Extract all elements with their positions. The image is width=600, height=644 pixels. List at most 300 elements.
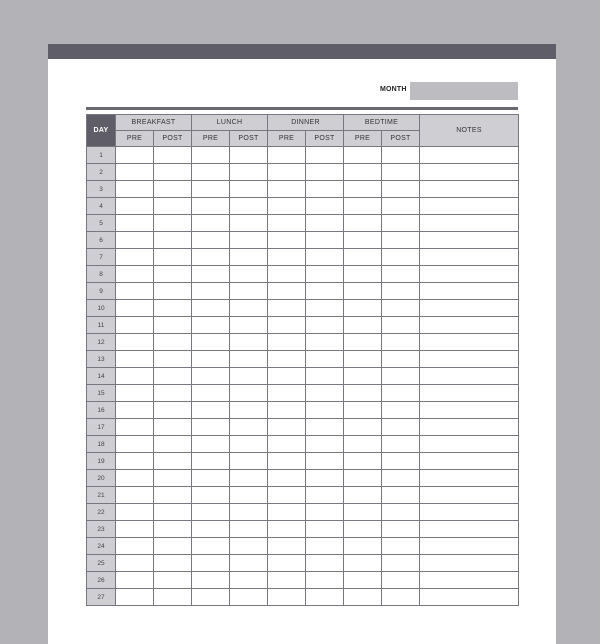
table-row — [87, 215, 519, 232]
meal-header-bedtime: BEDTIME — [344, 115, 420, 131]
reading-cell[interactable] — [230, 419, 268, 436]
reading-cell[interactable] — [306, 555, 344, 572]
reading-cell[interactable] — [116, 453, 154, 470]
reading-cell[interactable] — [116, 572, 154, 589]
table-row — [87, 487, 519, 504]
reading-cell[interactable] — [382, 453, 420, 470]
header-band — [48, 44, 556, 59]
reading-cell[interactable] — [306, 181, 344, 198]
reading-cell[interactable] — [344, 555, 382, 572]
reading-cell[interactable] — [230, 555, 268, 572]
reading-cell[interactable] — [382, 589, 420, 606]
meal-header-lunch: LUNCH — [192, 115, 268, 131]
reading-cell[interactable] — [154, 164, 192, 181]
reading-cell[interactable] — [306, 283, 344, 300]
table-row — [87, 453, 519, 470]
reading-cell[interactable] — [230, 300, 268, 317]
reading-cell[interactable] — [116, 521, 154, 538]
reading-cell[interactable] — [230, 334, 268, 351]
notes-cell[interactable] — [420, 385, 519, 402]
reading-cell[interactable] — [344, 266, 382, 283]
reading-cell[interactable] — [116, 504, 154, 521]
notes-cell[interactable] — [420, 572, 519, 589]
reading-cell[interactable] — [116, 181, 154, 198]
day-number: 7 — [87, 249, 116, 266]
reading-cell[interactable] — [382, 385, 420, 402]
reading-cell[interactable] — [268, 181, 306, 198]
reading-cell[interactable] — [344, 470, 382, 487]
reading-cell[interactable] — [268, 215, 306, 232]
reading-cell[interactable] — [154, 249, 192, 266]
notes-cell[interactable] — [420, 215, 519, 232]
reading-cell[interactable] — [116, 164, 154, 181]
reading-cell[interactable] — [306, 521, 344, 538]
reading-cell[interactable] — [344, 589, 382, 606]
day-number: 12 — [87, 334, 116, 351]
reading-cell[interactable] — [192, 436, 230, 453]
day-number: 24 — [87, 538, 116, 555]
table-row — [87, 249, 519, 266]
notes-cell[interactable] — [420, 198, 519, 215]
reading-cell[interactable] — [306, 147, 344, 164]
notes-cell[interactable] — [420, 147, 519, 164]
day-number: 8 — [87, 266, 116, 283]
reading-cell[interactable] — [382, 147, 420, 164]
divider-line — [86, 107, 518, 110]
reading-cell[interactable] — [192, 164, 230, 181]
reading-cell[interactable] — [306, 249, 344, 266]
reading-cell[interactable] — [154, 453, 192, 470]
notes-cell[interactable] — [420, 266, 519, 283]
reading-cell[interactable] — [154, 181, 192, 198]
table-row — [87, 521, 519, 538]
reading-cell[interactable] — [154, 572, 192, 589]
reading-cell[interactable] — [192, 385, 230, 402]
day-number: 15 — [87, 385, 116, 402]
day-number: 1 — [87, 147, 116, 164]
reading-cell[interactable] — [306, 504, 344, 521]
reading-cell[interactable] — [192, 198, 230, 215]
reading-cell[interactable] — [382, 521, 420, 538]
reading-cell[interactable] — [116, 589, 154, 606]
day-number: 23 — [87, 521, 116, 538]
reading-cell[interactable] — [192, 249, 230, 266]
reading-cell[interactable] — [382, 402, 420, 419]
reading-cell[interactable] — [382, 317, 420, 334]
reading-cell[interactable] — [154, 317, 192, 334]
reading-cell[interactable] — [344, 317, 382, 334]
reading-cell[interactable] — [306, 385, 344, 402]
reading-cell[interactable] — [116, 402, 154, 419]
reading-cell[interactable] — [306, 215, 344, 232]
reading-cell[interactable] — [344, 300, 382, 317]
reading-cell[interactable] — [382, 572, 420, 589]
notes-header: NOTES — [420, 115, 519, 147]
reading-cell[interactable] — [230, 249, 268, 266]
reading-cell[interactable] — [382, 470, 420, 487]
notes-cell[interactable] — [420, 351, 519, 368]
day-number: 3 — [87, 181, 116, 198]
reading-cell[interactable] — [154, 300, 192, 317]
reading-cell[interactable] — [382, 351, 420, 368]
notes-cell[interactable] — [420, 504, 519, 521]
reading-cell[interactable] — [230, 232, 268, 249]
notes-cell[interactable] — [420, 402, 519, 419]
table-row — [87, 198, 519, 215]
reading-cell[interactable] — [230, 385, 268, 402]
reading-cell[interactable] — [116, 249, 154, 266]
reading-cell[interactable] — [116, 232, 154, 249]
reading-cell[interactable] — [230, 351, 268, 368]
reading-cell[interactable] — [192, 555, 230, 572]
table-row — [87, 572, 519, 589]
reading-cell[interactable] — [382, 419, 420, 436]
table-row — [87, 300, 519, 317]
sub-header-pre: PRE — [344, 131, 382, 147]
reading-cell[interactable] — [268, 164, 306, 181]
reading-cell[interactable] — [116, 351, 154, 368]
reading-cell[interactable] — [268, 572, 306, 589]
reading-cell[interactable] — [154, 385, 192, 402]
notes-cell[interactable] — [420, 453, 519, 470]
reading-cell[interactable] — [306, 368, 344, 385]
reading-cell[interactable] — [154, 368, 192, 385]
day-number: 9 — [87, 283, 116, 300]
reading-cell[interactable] — [344, 215, 382, 232]
reading-cell[interactable] — [382, 232, 420, 249]
reading-cell[interactable] — [192, 487, 230, 504]
day-number: 11 — [87, 317, 116, 334]
reading-cell[interactable] — [306, 164, 344, 181]
reading-cell[interactable] — [268, 555, 306, 572]
reading-cell[interactable] — [192, 368, 230, 385]
notes-cell[interactable] — [420, 555, 519, 572]
reading-cell[interactable] — [230, 538, 268, 555]
reading-cell[interactable] — [306, 300, 344, 317]
table-row — [87, 317, 519, 334]
reading-cell[interactable] — [268, 402, 306, 419]
notes-cell[interactable] — [420, 589, 519, 606]
reading-cell[interactable] — [306, 487, 344, 504]
reading-cell[interactable] — [382, 504, 420, 521]
reading-cell[interactable] — [154, 470, 192, 487]
reading-cell[interactable] — [268, 385, 306, 402]
reading-cell[interactable] — [344, 283, 382, 300]
day-number: 14 — [87, 368, 116, 385]
reading-cell[interactable] — [230, 317, 268, 334]
table-row — [87, 266, 519, 283]
reading-cell[interactable] — [306, 266, 344, 283]
reading-cell[interactable] — [382, 538, 420, 555]
reading-cell[interactable] — [344, 453, 382, 470]
reading-cell[interactable] — [192, 266, 230, 283]
reading-cell[interactable] — [230, 215, 268, 232]
table-row — [87, 334, 519, 351]
reading-cell[interactable] — [230, 504, 268, 521]
reading-cell[interactable] — [382, 249, 420, 266]
reading-cell[interactable] — [230, 402, 268, 419]
reading-cell[interactable] — [268, 589, 306, 606]
reading-cell[interactable] — [306, 589, 344, 606]
reading-cell[interactable] — [344, 572, 382, 589]
day-number: 5 — [87, 215, 116, 232]
notes-cell[interactable] — [420, 538, 519, 555]
reading-cell[interactable] — [268, 368, 306, 385]
reading-cell[interactable] — [268, 317, 306, 334]
reading-cell[interactable] — [306, 453, 344, 470]
reading-cell[interactable] — [116, 436, 154, 453]
reading-cell[interactable] — [192, 589, 230, 606]
reading-cell[interactable] — [230, 521, 268, 538]
reading-cell[interactable] — [268, 147, 306, 164]
sub-header-pre: PRE — [192, 131, 230, 147]
reading-cell[interactable] — [382, 334, 420, 351]
reading-cell[interactable] — [154, 283, 192, 300]
notes-cell[interactable] — [420, 232, 519, 249]
reading-cell[interactable] — [268, 521, 306, 538]
reading-cell[interactable] — [268, 249, 306, 266]
reading-cell[interactable] — [344, 419, 382, 436]
reading-cell[interactable] — [382, 555, 420, 572]
reading-cell[interactable] — [154, 555, 192, 572]
reading-cell[interactable] — [306, 419, 344, 436]
reading-cell[interactable] — [382, 300, 420, 317]
reading-cell[interactable] — [116, 317, 154, 334]
reading-cell[interactable] — [344, 351, 382, 368]
reading-cell[interactable] — [344, 402, 382, 419]
reading-cell[interactable] — [154, 334, 192, 351]
sub-header-post: POST — [154, 131, 192, 147]
reading-cell[interactable] — [306, 334, 344, 351]
reading-cell[interactable] — [382, 181, 420, 198]
reading-cell[interactable] — [192, 215, 230, 232]
day-number: 13 — [87, 351, 116, 368]
reading-cell[interactable] — [154, 351, 192, 368]
sub-header-post: POST — [230, 131, 268, 147]
notes-cell[interactable] — [420, 300, 519, 317]
reading-cell[interactable] — [344, 538, 382, 555]
reading-cell[interactable] — [268, 283, 306, 300]
reading-cell[interactable] — [230, 470, 268, 487]
reading-cell[interactable] — [230, 198, 268, 215]
sub-header-post: POST — [306, 131, 344, 147]
reading-cell[interactable] — [192, 283, 230, 300]
day-number: 19 — [87, 453, 116, 470]
reading-cell[interactable] — [192, 521, 230, 538]
reading-cell[interactable] — [154, 436, 192, 453]
reading-cell[interactable] — [268, 351, 306, 368]
reading-cell[interactable] — [154, 266, 192, 283]
reading-cell[interactable] — [268, 538, 306, 555]
reading-cell[interactable] — [230, 453, 268, 470]
reading-cell[interactable] — [230, 572, 268, 589]
reading-cell[interactable] — [116, 470, 154, 487]
reading-cell[interactable] — [192, 181, 230, 198]
reading-cell[interactable] — [382, 487, 420, 504]
reading-cell[interactable] — [344, 385, 382, 402]
reading-cell[interactable] — [192, 453, 230, 470]
reading-cell[interactable] — [192, 572, 230, 589]
reading-cell[interactable] — [116, 266, 154, 283]
table-row — [87, 470, 519, 487]
meal-header-dinner: DINNER — [268, 115, 344, 131]
reading-cell[interactable] — [230, 181, 268, 198]
notes-cell[interactable] — [420, 436, 519, 453]
day-number: 22 — [87, 504, 116, 521]
notes-cell[interactable] — [420, 334, 519, 351]
reading-cell[interactable] — [154, 521, 192, 538]
day-number: 17 — [87, 419, 116, 436]
day-number: 26 — [87, 572, 116, 589]
notes-cell[interactable] — [420, 470, 519, 487]
reading-cell[interactable] — [192, 147, 230, 164]
reading-cell[interactable] — [154, 402, 192, 419]
reading-cell[interactable] — [154, 589, 192, 606]
reading-cell[interactable] — [154, 198, 192, 215]
reading-cell[interactable] — [344, 232, 382, 249]
reading-cell[interactable] — [344, 181, 382, 198]
reading-cell[interactable] — [382, 198, 420, 215]
reading-cell[interactable] — [344, 487, 382, 504]
table-row — [87, 504, 519, 521]
reading-cell[interactable] — [344, 436, 382, 453]
reading-cell[interactable] — [306, 572, 344, 589]
table-row — [87, 368, 519, 385]
reading-cell[interactable] — [154, 419, 192, 436]
reading-cell[interactable] — [306, 351, 344, 368]
reading-cell[interactable] — [116, 215, 154, 232]
reading-cell[interactable] — [154, 504, 192, 521]
reading-cell[interactable] — [116, 283, 154, 300]
reading-cell[interactable] — [116, 555, 154, 572]
reading-cell[interactable] — [268, 232, 306, 249]
reading-cell[interactable] — [382, 368, 420, 385]
reading-cell[interactable] — [382, 283, 420, 300]
reading-cell[interactable] — [192, 300, 230, 317]
log-sheet — [48, 44, 556, 644]
notes-cell[interactable] — [420, 317, 519, 334]
reading-cell[interactable] — [116, 419, 154, 436]
reading-cell[interactable] — [192, 402, 230, 419]
reading-cell[interactable] — [192, 334, 230, 351]
month-field[interactable] — [410, 82, 518, 100]
reading-cell[interactable] — [192, 317, 230, 334]
reading-cell[interactable] — [268, 436, 306, 453]
reading-cell[interactable] — [306, 232, 344, 249]
notes-cell[interactable] — [420, 164, 519, 181]
reading-cell[interactable] — [306, 436, 344, 453]
table-row — [87, 351, 519, 368]
table-row — [87, 538, 519, 555]
reading-cell[interactable] — [230, 283, 268, 300]
day-number: 21 — [87, 487, 116, 504]
reading-cell[interactable] — [116, 198, 154, 215]
log-body — [87, 147, 519, 606]
reading-cell[interactable] — [268, 453, 306, 470]
sub-header-pre: PRE — [268, 131, 306, 147]
reading-cell[interactable] — [268, 266, 306, 283]
reading-cell[interactable] — [268, 300, 306, 317]
reading-cell[interactable] — [116, 538, 154, 555]
reading-cell[interactable] — [382, 266, 420, 283]
reading-cell[interactable] — [230, 266, 268, 283]
table-row — [87, 419, 519, 436]
reading-cell[interactable] — [268, 334, 306, 351]
reading-cell[interactable] — [344, 504, 382, 521]
table-row — [87, 232, 519, 249]
reading-cell[interactable] — [268, 487, 306, 504]
day-number: 6 — [87, 232, 116, 249]
reading-cell[interactable] — [230, 164, 268, 181]
reading-cell[interactable] — [306, 538, 344, 555]
reading-cell[interactable] — [306, 317, 344, 334]
glucose-log-table — [86, 114, 519, 606]
reading-cell[interactable] — [230, 147, 268, 164]
reading-cell[interactable] — [116, 385, 154, 402]
reading-cell[interactable] — [382, 164, 420, 181]
notes-cell[interactable] — [420, 487, 519, 504]
reading-cell[interactable] — [230, 487, 268, 504]
reading-cell[interactable] — [192, 504, 230, 521]
reading-cell[interactable] — [192, 538, 230, 555]
month-label: MONTH — [380, 86, 407, 93]
reading-cell[interactable] — [154, 232, 192, 249]
reading-cell[interactable] — [192, 351, 230, 368]
notes-cell[interactable] — [420, 368, 519, 385]
reading-cell[interactable] — [382, 215, 420, 232]
reading-cell[interactable] — [154, 147, 192, 164]
reading-cell[interactable] — [344, 164, 382, 181]
day-number: 20 — [87, 470, 116, 487]
reading-cell[interactable] — [344, 198, 382, 215]
reading-cell[interactable] — [344, 249, 382, 266]
reading-cell[interactable] — [192, 419, 230, 436]
reading-cell[interactable] — [344, 368, 382, 385]
reading-cell[interactable] — [268, 198, 306, 215]
notes-cell[interactable] — [420, 419, 519, 436]
reading-cell[interactable] — [230, 436, 268, 453]
reading-cell[interactable] — [116, 300, 154, 317]
reading-cell[interactable] — [192, 232, 230, 249]
reading-cell[interactable] — [116, 487, 154, 504]
reading-cell[interactable] — [268, 504, 306, 521]
reading-cell[interactable] — [192, 470, 230, 487]
reading-cell[interactable] — [306, 402, 344, 419]
table-row — [87, 555, 519, 572]
notes-cell[interactable] — [420, 283, 519, 300]
reading-cell[interactable] — [154, 487, 192, 504]
reading-cell[interactable] — [154, 215, 192, 232]
reading-cell[interactable] — [154, 538, 192, 555]
reading-cell[interactable] — [306, 198, 344, 215]
notes-cell[interactable] — [420, 249, 519, 266]
reading-cell[interactable] — [116, 147, 154, 164]
reading-cell[interactable] — [116, 334, 154, 351]
notes-cell[interactable] — [420, 181, 519, 198]
reading-cell[interactable] — [306, 470, 344, 487]
reading-cell[interactable] — [268, 419, 306, 436]
reading-cell[interactable] — [344, 334, 382, 351]
reading-cell[interactable] — [382, 436, 420, 453]
reading-cell[interactable] — [116, 368, 154, 385]
reading-cell[interactable] — [230, 368, 268, 385]
notes-cell[interactable] — [420, 521, 519, 538]
day-number: 27 — [87, 589, 116, 606]
reading-cell[interactable] — [344, 147, 382, 164]
reading-cell[interactable] — [344, 521, 382, 538]
reading-cell[interactable] — [268, 470, 306, 487]
reading-cell[interactable] — [230, 589, 268, 606]
